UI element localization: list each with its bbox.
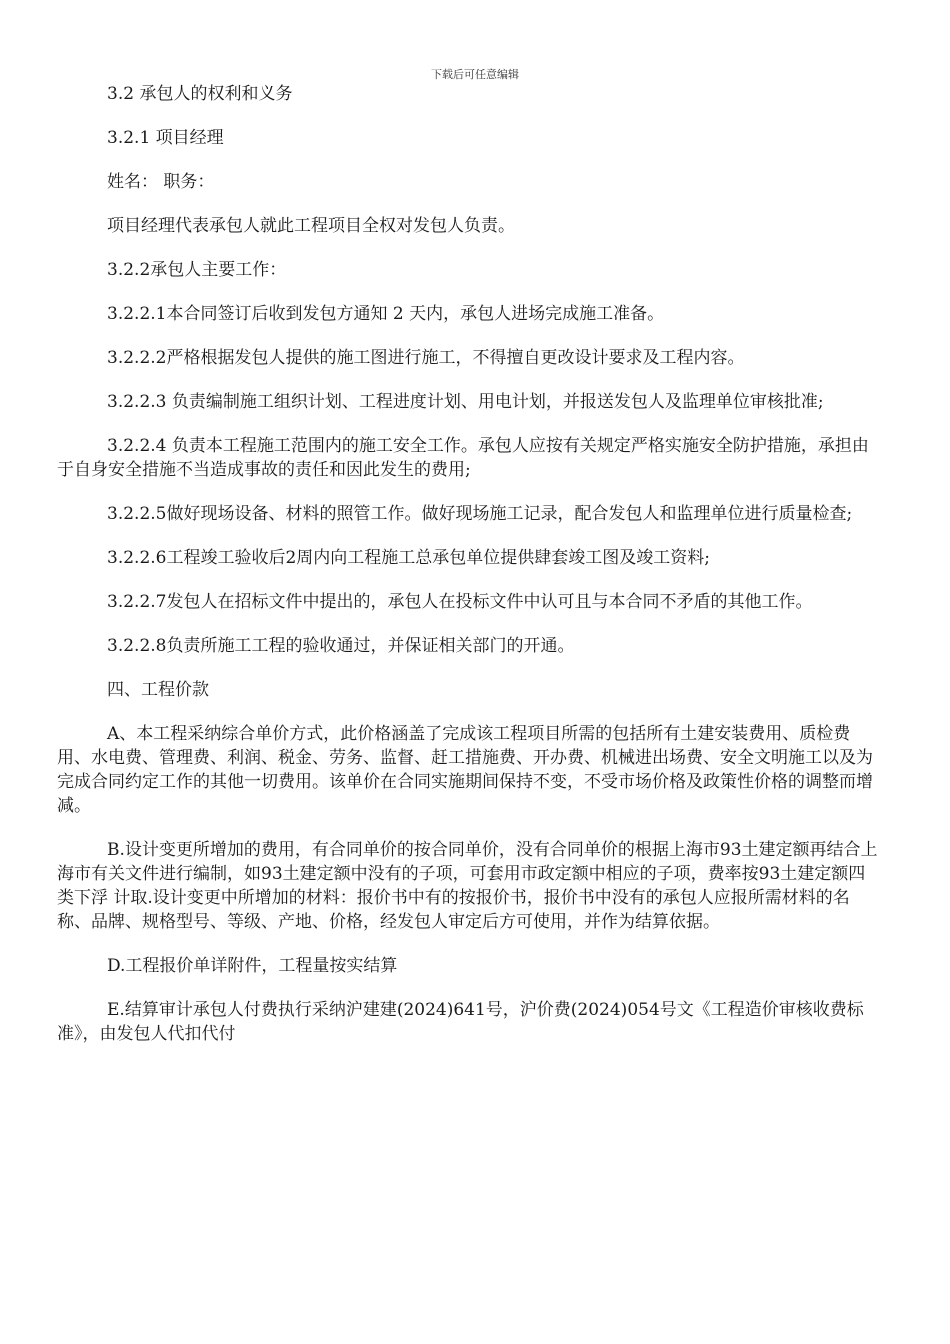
clause-3-2-2-3: 3.2.2.3 负责编制施工组织计划、工程进度计划、用电计划，并报送发包人及监理单位审核批准;	[107, 392, 824, 412]
section-heading-price: 四、工程价款	[107, 680, 209, 700]
clause-price-b: B.设计变更所增加的费用，有合同单价的按合同单价，没有合同单价的根据上海市93土建定额再结合上海市有关文件进行编制，如93土建定额中没有的子项，可套用市政定额中相应的子项，费率按93土建定额四类下浮 计取.设计变更中所增加的材料：报价书中有的按报价书，报价书中没有的承包人应报所需材料的名称、品牌、规格型号、等级、产地、价格，经发包人审定后方可使用，并作为结算依据。	[57, 840, 878, 932]
clause-price-e: E.结算审计承包人付费执行采纳沪建建(2024)641号，沪价费(2024)054号文《工程造价审核收费标准》，由发包人代扣代付	[57, 1000, 864, 1044]
clause-3-2-2-4: 3.2.2.4 负责本工程施工范围内的施工安全工作。承包人应按有关规定严格实施安全防护措施，承担由于自身安全措施不当造成事故的责任和因此发生的费用;	[57, 436, 869, 480]
clause-price-a: A、本工程采纳综合单价方式，此价格涵盖了完成该工程项目所需的包括所有土建安装费用、质检费用、水电费、管理费、利润、税金、劳务、监督、赶工措施费、开办费、机械进出场费、安全文明施工以及为完成合同约定工作的其他一切费用。该单价在合同实施期间保持不变，不受市场价格及政策性价格的调整而增减。	[57, 724, 873, 816]
header-note: 下载后可任意编辑	[431, 68, 519, 81]
clause-3-2-2-1: 3.2.2.1本合同签订后收到发包方通知 2 天内，承包人进场完成施工准备。	[107, 304, 665, 324]
clause-3-2-2-8: 3.2.2.8负责所施工工程的验收通过，并保证相关部门的开通。	[107, 636, 575, 656]
subsection-heading-3-2-1: 3.2.1 项目经理	[107, 128, 224, 148]
paragraph-manager-duty: 项目经理代表承包人就此工程项目全权对发包人负责。	[107, 216, 515, 236]
clause-3-2-2-2: 3.2.2.2严格根据发包人提供的施工图进行施工，不得擅自更改设计要求及工程内容。	[107, 348, 745, 368]
section-heading-3-2: 3.2 承包人的权利和义务	[107, 84, 293, 104]
document-body	[57, 82, 879, 1066]
clause-3-2-2-7: 3.2.2.7发包人在招标文件中提出的，承包人在投标文件中认可且与本合同不矛盾的其他工作。	[107, 592, 813, 612]
clause-3-2-2-5: 3.2.2.5做好现场设备、材料的照管工作。做好现场施工记录，配合发包人和监理单位进行质量检查;	[107, 504, 853, 524]
clause-3-2-2-6: 3.2.2.6工程竣工验收后2周内向工程施工总承包单位提供肆套竣工图及竣工资料;	[107, 548, 711, 568]
name-position-line: 姓名： 职务：	[107, 172, 215, 192]
clause-price-d: D.工程报价单详附件，工程量按实结算	[107, 956, 398, 976]
subsection-heading-3-2-2: 3.2.2承包人主要工作：	[107, 260, 287, 280]
